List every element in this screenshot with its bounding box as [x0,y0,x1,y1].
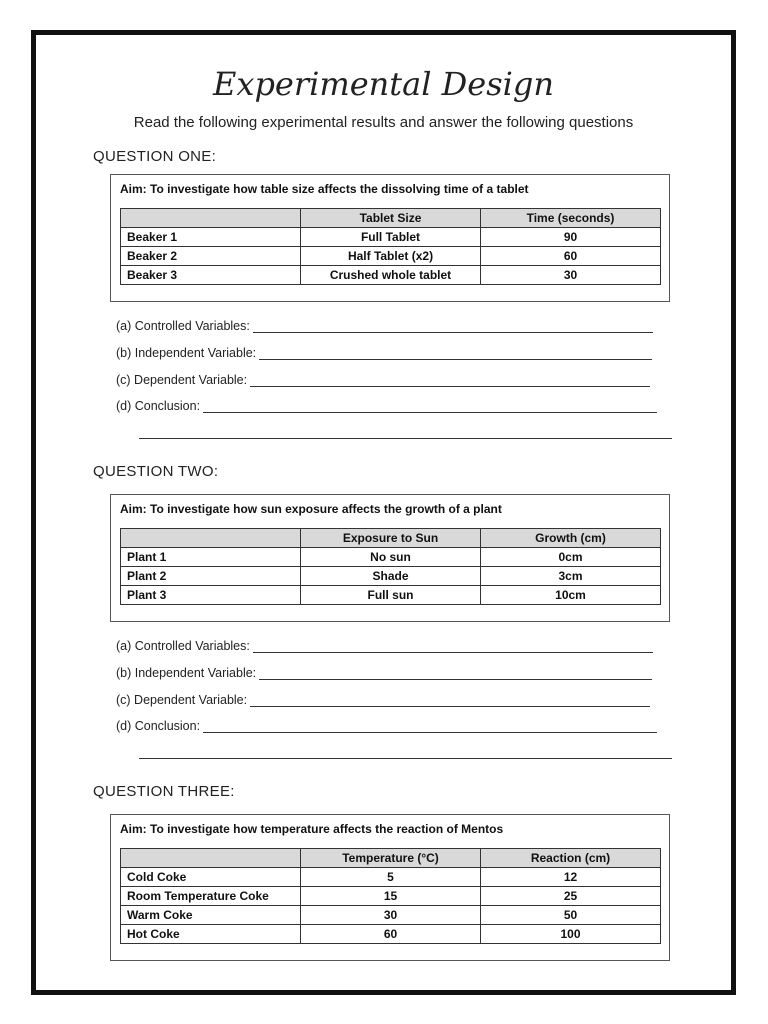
question-two-aim: Aim: To investigate how sun exposure affects the growth of a plant [120,502,502,516]
question-three-table [120,848,661,944]
table-header-cell [121,209,301,228]
answer-line[interactable] [253,640,653,653]
table-row [121,906,661,925]
q1-controlled-variables [116,319,653,333]
table-cell: 12 [481,868,661,887]
q1-conclusion [116,399,657,413]
q2-conclusion [116,719,657,733]
table-header-cell: Tablet Size [301,209,481,228]
prompt-label: (c) Dependent Variable: [116,693,248,707]
q1-conclusion-line-2[interactable] [139,438,672,439]
table-cell: Crushed whole tablet [301,266,481,285]
table-cell: 90 [481,228,661,247]
table-cell: Warm Coke [121,906,301,925]
table-row [121,925,661,944]
table-cell: Half Tablet (x2) [301,247,481,266]
table-row [121,887,661,906]
table-cell: 30 [481,266,661,285]
table-cell: 30 [301,906,481,925]
answer-line[interactable] [259,347,652,360]
answer-line[interactable] [250,694,650,707]
prompt-label: (d) Conclusion: [116,719,201,733]
worksheet-frame [31,30,736,995]
table-header-cell: Exposure to Sun [301,529,481,548]
table-cell: 10cm [481,586,661,605]
table-header-cell: Temperature (°C) [301,849,481,868]
table-header-cell: Time (seconds) [481,209,661,228]
question-one-aim: Aim: To investigate how table size affects the dissolving time of a tablet [120,182,529,196]
table-cell: Shade [301,567,481,586]
prompt-label: (b) Independent Variable: [116,666,257,680]
table-row [121,567,661,586]
table-row [121,548,661,567]
prompt-label: (d) Conclusion: [116,399,201,413]
table-header-row [121,849,661,868]
table-cell: 25 [481,887,661,906]
page-subtitle: Read the following experimental results and answer the following questions [133,114,634,131]
question-two-heading: QUESTION TWO: [93,463,219,480]
question-two-table [120,528,661,605]
question-one-table [120,208,661,285]
table-cell: 5 [301,868,481,887]
q2-controlled-variables [116,639,653,653]
answer-line[interactable] [203,720,657,733]
table-cell: 0cm [481,548,661,567]
q2-dependent-variable [116,693,650,707]
q2-independent-variable [116,666,652,680]
question-three-heading: QUESTION THREE: [93,783,235,800]
table-header-cell [121,529,301,548]
table-cell: Full sun [301,586,481,605]
table-cell: Beaker 1 [121,228,301,247]
table-cell: 60 [301,925,481,944]
question-three-aim: Aim: To investigate how temperature affects the reaction of Mentos [120,822,504,836]
answer-line[interactable] [250,374,650,387]
question-one-heading: QUESTION ONE: [93,148,217,165]
table-cell: Room Temperature Coke [121,887,301,906]
prompt-label: (c) Dependent Variable: [116,373,248,387]
table-cell: 100 [481,925,661,944]
prompt-label: (a) Controlled Variables: [116,319,250,333]
table-cell: No sun [301,548,481,567]
prompt-label: (a) Controlled Variables: [116,639,250,653]
table-row [121,868,661,887]
table-cell: Plant 3 [121,586,301,605]
table-row [121,266,661,285]
table-cell: Beaker 3 [121,266,301,285]
question-one-box [110,174,670,302]
table-header-cell: Reaction (cm) [481,849,661,868]
table-header-cell: Growth (cm) [481,529,661,548]
table-cell: 50 [481,906,661,925]
table-cell: Cold Coke [121,868,301,887]
prompt-label: (b) Independent Variable: [116,346,257,360]
answer-line[interactable] [203,400,657,413]
table-cell: 15 [301,887,481,906]
table-row [121,586,661,605]
table-header-cell [121,849,301,868]
table-cell: Plant 2 [121,567,301,586]
table-header-row [121,529,661,548]
page-title: Experimental Design [213,65,554,103]
q2-conclusion-line-2[interactable] [139,758,672,759]
answer-line[interactable] [253,320,653,333]
table-cell: 60 [481,247,661,266]
table-header-row [121,209,661,228]
table-cell: 3cm [481,567,661,586]
table-row [121,228,661,247]
answer-line[interactable] [259,667,652,680]
table-cell: Beaker 2 [121,247,301,266]
q1-independent-variable [116,346,652,360]
table-row [121,247,661,266]
table-cell: Hot Coke [121,925,301,944]
table-cell: Plant 1 [121,548,301,567]
q1-dependent-variable [116,373,650,387]
question-three-box [110,814,670,961]
table-cell: Full Tablet [301,228,481,247]
question-two-box [110,494,670,622]
